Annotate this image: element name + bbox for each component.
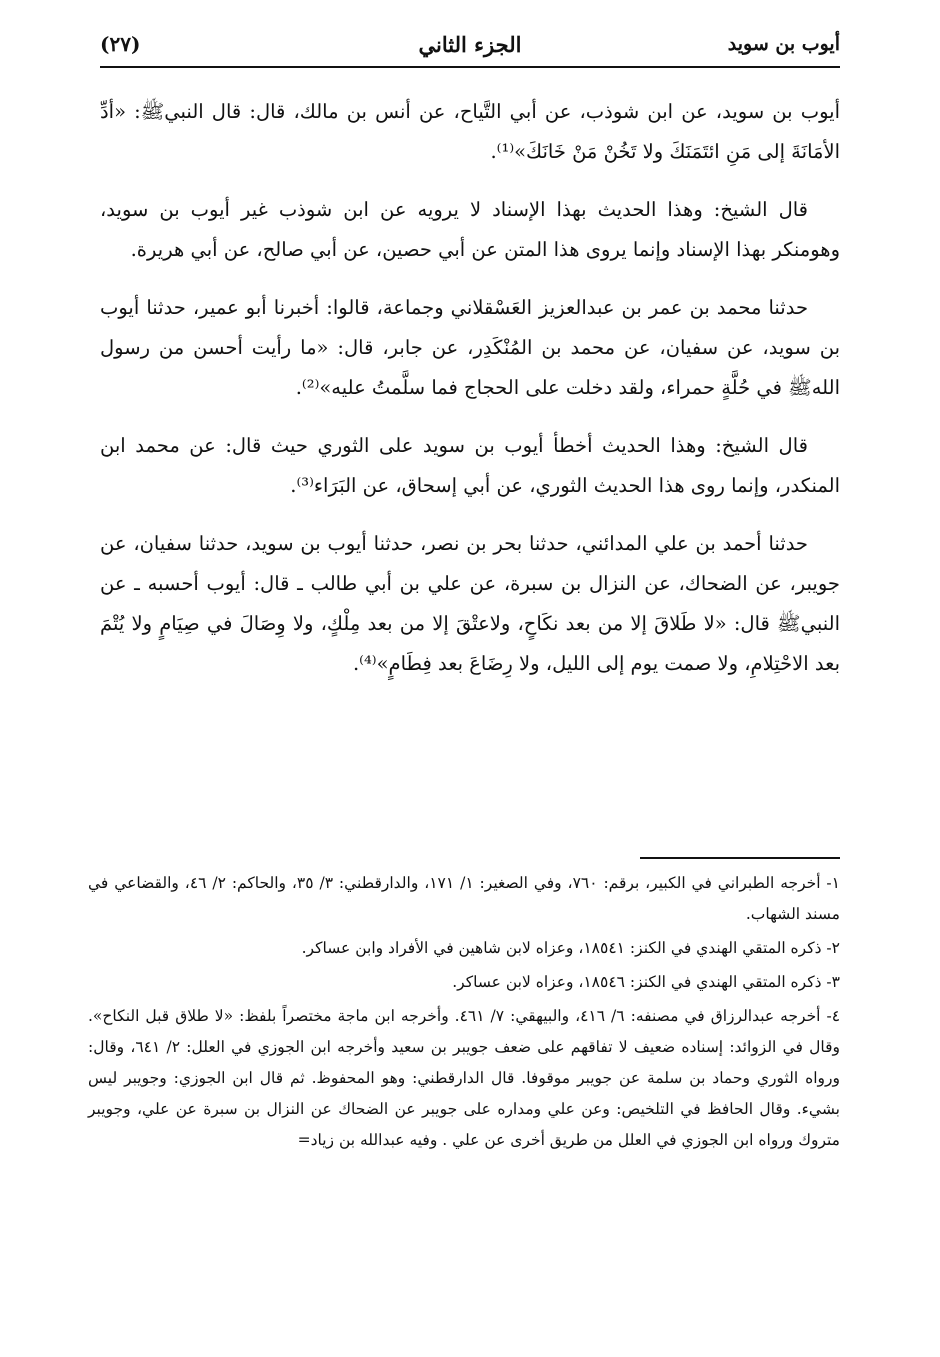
footnote: ٢- ذكره المتقي الهندي في الكنز: ١٨٥٤١، وعزاه لابن شاهين في الأفراد وابن عساكر. (301, 939, 840, 957)
paragraph: أيوب بن سويد، عن ابن شوذب، عن أبي التَّياح، عن أنس بن مالك، قال: قال النبيﷺ: «أدِّ الأمَانَةَ إلى مَنِ ائتَمَنَكَ ولا تَخُنْ مَنْ خَانَكَ»⁽¹⁾. (100, 100, 840, 163)
paragraph: حدثنا محمد بن عمر بن عبدالعزيز العَسْقلاني وجماعة، قالوا: أخبرنا أبو عمير، حدثنا أيوب بن سويد، عن سفيان، عن محمد بن المُنْكَدِر، عن جابر، قال: «ما رأيت أحسن من رسول اللهﷺ في حُلَّةٍ حمراء، ولقد دخلت على الحجاج فما سلَّمتُ عليه»⁽²⁾. (100, 296, 840, 399)
footnote: ١- أخرجه الطبراني في الكبير، برقم: ٧٦٠، وفي الصغير: ١/ ١٧١، والدارقطني: ٣/ ٣٥، والحاكم: ٢/ ٤٦، والقضاعي في مسند الشهاب. (88, 874, 840, 923)
running-head-section: أيوب بن سويد (727, 33, 840, 55)
paragraph: قال الشيخ: وهذا الحديث بهذا الإسناد لا يرويه عن ابن شوذب غير أيوب بن سويد، وهومنكر بهذا الإسناد وإنما يروى هذا المتن عن أبي حصين، عن أبي صالح، عن أبي هريرة. (100, 198, 840, 261)
page-number: (٢٧) (100, 32, 141, 56)
footnotes (88, 868, 840, 1159)
footnote-divider (640, 857, 840, 859)
paragraph: قال الشيخ: وهذا الحديث أخطأ أيوب بن سويد على الثوري حيث قال: عن محمد ابن المنكدر، وإنما روى هذا الحديث الثوري، عن أبي إسحاق، عن البَرَاء⁽³⁾. (100, 434, 840, 497)
main-text (100, 92, 840, 702)
page-header (100, 22, 840, 66)
running-head-part: الجزء الثاني (418, 31, 522, 57)
footnote: ٤- أخرجه عبدالرزاق في مصنفه: ٦/ ٤١٦، والبيهقي: ٧/ ٤٦١. وأخرجه ابن ماجة مختصراً بلفظ: «لا طلاق قبل النكاح». وقال في الزوائد: إسناده ضعيف لا تفاقهم على ضعف جويبر بن سعيد وأخرجه ابن الجوزي في العلل: ٢/ ٦٤١، وقال: ورواه الثوري وحماد بن سلمة عن جويبر موقوفا. قال الدارقطني: وهو المحفوظ. ثم قال ابن الجوزي: وجويبر ليس بشيء. وقال الحافظ في التلخيص: وعن علي ومداره على جويبر عن الضحاك عن النزال بن سبرة عن علي، وجويبر متروك ورواه ابن الجوزي في العلل من طريق أخرى عن علي . وفيه عبدالله بن زياد= (88, 1007, 841, 1149)
footnote: ٣- ذكره المتقي الهندي في الكنز: ١٨٥٤٦، وعزاه لابن عساكر. (452, 973, 840, 991)
paragraph: حدثنا أحمد بن علي المدائني، حدثنا بحر بن نصر، حدثنا أيوب بن سويد، حدثنا سفيان، عن جويبر، عن الضحاك، عن النزال بن سبرة، عن علي بن أبي طالب ـ قال: أيوب أحسبه ـ عن النبيﷺ قال: «لا طَلاقَ إلا من بعد نكَاحٍ، ولاعتْقَ إلا من بعد مِلْكٍ، ولا وِصَالَ في صِيَامٍ ولا يُتْمَ بعد الاحْتِلامِ، ولا صمت يوم إلى الليل، ولا رِضَاعَ بعد فِطَامٍ»⁽⁴⁾. (100, 532, 840, 675)
header-divider (100, 66, 840, 68)
